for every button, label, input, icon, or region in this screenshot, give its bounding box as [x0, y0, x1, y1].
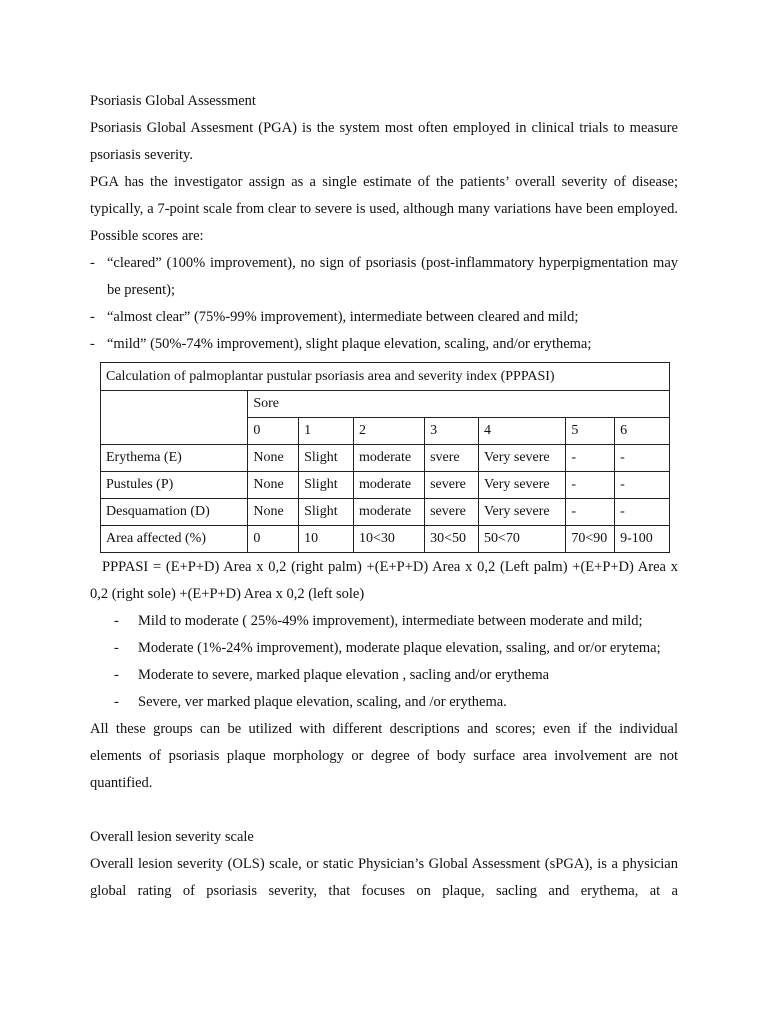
list-item: - Mild to moderate ( 25%-49% improvement), intermediate between moderate and mild;	[114, 613, 643, 629]
table-title: Calculation of palmoplantar pustular psoriasis area and severity index (PPPASI)	[101, 363, 670, 391]
table-row	[101, 472, 670, 499]
table-cell: 9-100	[615, 526, 670, 553]
list-item: - Severe, ver marked plaque elevation, scaling, and /or erythema.	[114, 694, 507, 710]
pppasi-formula: PPPASI = (E+P+D) Area x 0,2 (right palm) +(E+P+D) Area x 0,2 (Left palm) +(E+P+D) Area x 0,2 (right sole) +(E+P+D) Area x 0,2 (left sole)	[90, 559, 678, 602]
table-cell: -	[615, 445, 670, 472]
table-cell: None	[248, 472, 299, 499]
table-cell: moderate	[353, 499, 424, 526]
list-item: - Moderate (1%-24% improvement), moderate plaque elevation, ssaling, and or/or erytema;	[114, 640, 661, 656]
table-cell: severe	[425, 499, 479, 526]
table-cell: Slight	[299, 499, 354, 526]
table-cell: 0	[248, 526, 299, 553]
table-cell: Very severe	[478, 472, 565, 499]
score-cell: 4	[478, 418, 565, 445]
section-heading-ols: Overall lesion severity scale	[90, 829, 254, 845]
list-item: - “mild” (50%-74% improvement), slight plaque elevation, scaling, and/or erythema;	[90, 336, 592, 352]
paragraph-ols: Overall lesion severity (OLS) scale, or static Physician’s Global Assessment (sPGA), is a physician global rating of psoriasis severity, that focuses on plaque, sacling and erythema, at a	[90, 856, 678, 899]
list-item: - “almost clear” (75%-99% improvement), intermediate between cleared and mild;	[90, 309, 579, 325]
score-cell: 6	[615, 418, 670, 445]
paragraph-groups: All these groups can be utilized with different descriptions and scores; even if the individual elements of psoriasis plaque morphology or degree of body surface area involvement are not quantified.	[90, 721, 678, 791]
section-heading-pga: Psoriasis Global Assessment	[90, 93, 256, 109]
table-cell: svere	[425, 445, 479, 472]
table-cell: -	[615, 472, 670, 499]
table-row	[101, 526, 670, 553]
score-cell: 3	[425, 418, 479, 445]
score-cell: 5	[566, 418, 615, 445]
table-cell: 70<90	[566, 526, 615, 553]
document-page	[90, 88, 678, 905]
list-item: - “cleared” (100% improvement), no sign of psoriasis (post-inflammatory hyperpigmentation may be present);	[90, 255, 678, 298]
table-cell: Slight	[299, 445, 354, 472]
table-cell: 10<30	[353, 526, 424, 553]
score-cell: 0	[248, 418, 299, 445]
score-cell: 2	[353, 418, 424, 445]
table-cell: -	[566, 445, 615, 472]
table-cell: 50<70	[478, 526, 565, 553]
table-cell: severe	[425, 472, 479, 499]
table-row	[101, 499, 670, 526]
table-cell: moderate	[353, 445, 424, 472]
table-cell: None	[248, 499, 299, 526]
table-cell: 30<50	[425, 526, 479, 553]
table-cell: 10	[299, 526, 354, 553]
table-cell: moderate	[353, 472, 424, 499]
list-item: - Moderate to severe, marked plaque elevation , sacling and/or erythema	[114, 667, 550, 683]
table-cell: Very severe	[478, 499, 565, 526]
table-score-header: Sore	[248, 391, 670, 418]
score-cell: 1	[299, 418, 354, 445]
spacer	[90, 797, 678, 824]
table-cell: -	[566, 472, 615, 499]
table-empty-cell	[101, 391, 248, 445]
table-row	[101, 445, 670, 472]
table-cell: None	[248, 445, 299, 472]
pppasi-table	[100, 362, 670, 553]
table-cell: -	[566, 499, 615, 526]
row-label: Desquamation (D)	[101, 499, 248, 526]
paragraph-pga-scale: PGA has the investigator assign as a single estimate of the patients’ overall severity of disease; typically, a 7-point scale from clear to severe is used, although many variations have been employed. Possible scores are:	[90, 174, 678, 244]
paragraph-pga-intro: Psoriasis Global Assesment (PGA) is the system most often employed in clinical trials to measure psoriasis severity.	[90, 120, 678, 163]
row-label: Pustules (P)	[101, 472, 248, 499]
row-label: Erythema (E)	[101, 445, 248, 472]
table-cell: Very severe	[478, 445, 565, 472]
table-cell: -	[615, 499, 670, 526]
row-label: Area affected (%)	[101, 526, 248, 553]
table-cell: Slight	[299, 472, 354, 499]
